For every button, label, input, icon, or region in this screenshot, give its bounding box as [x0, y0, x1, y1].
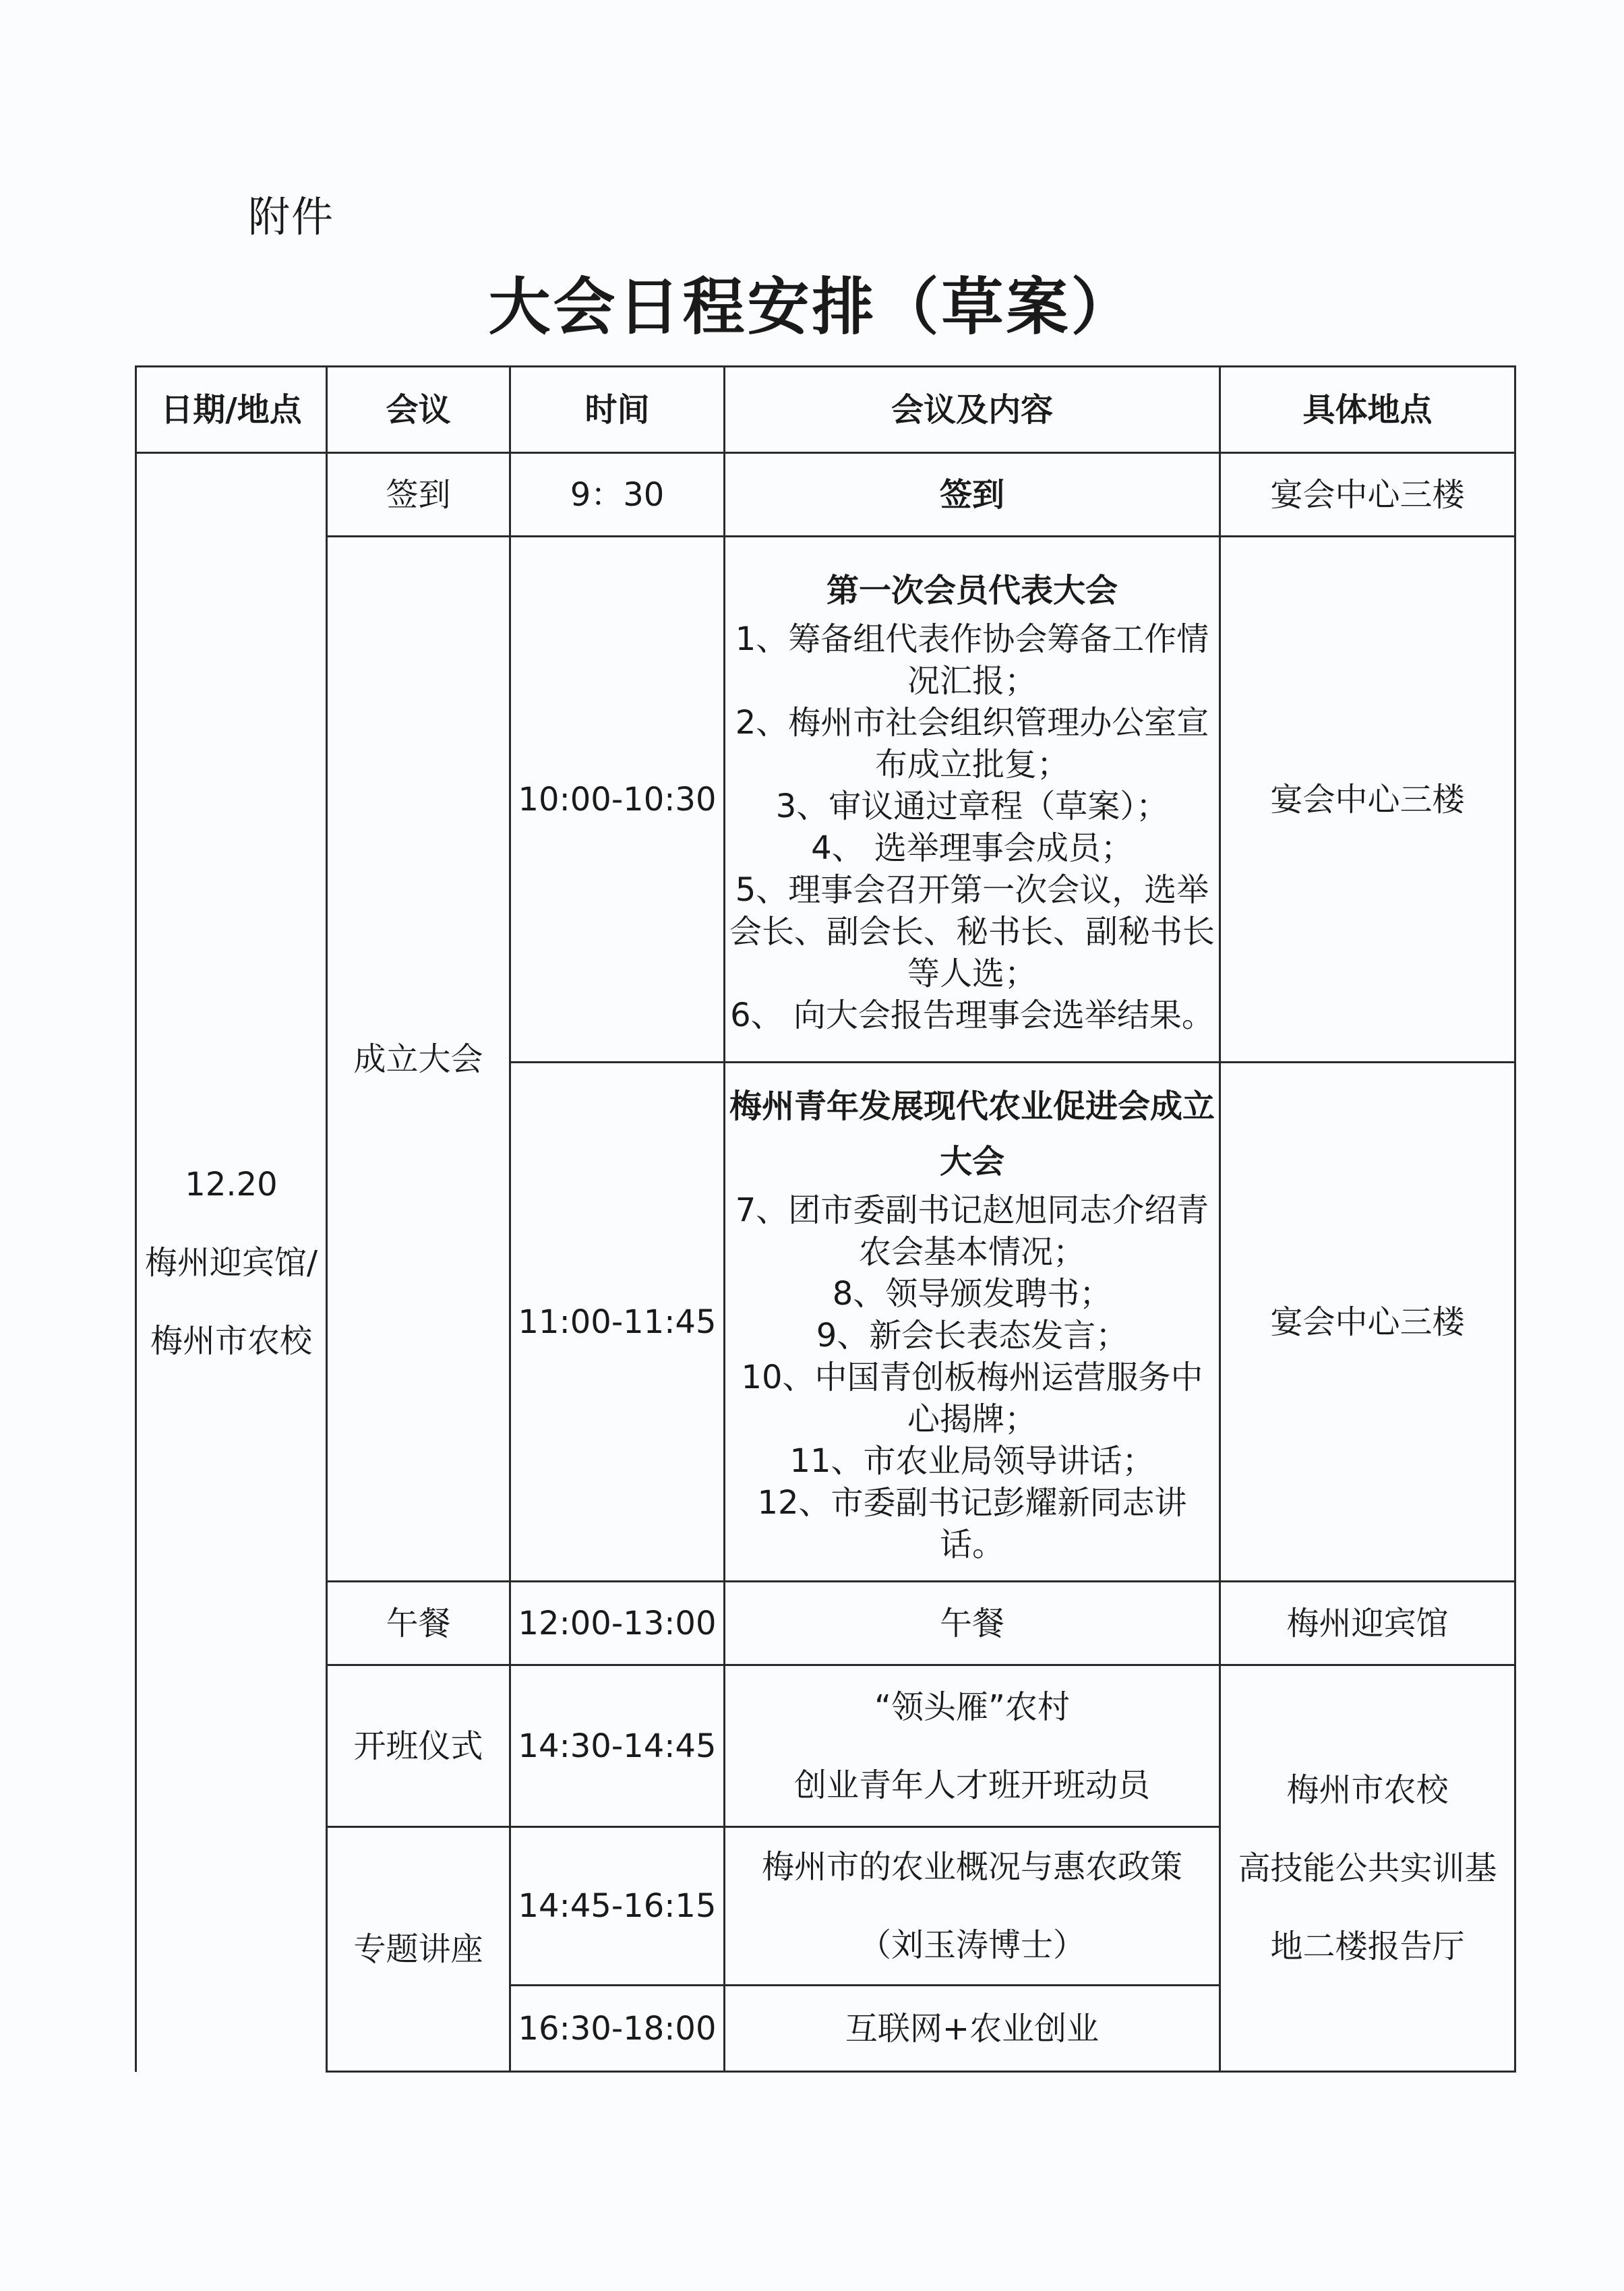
header-date-location: 日期/地点: [136, 367, 327, 453]
document-title: 大会日程安排（草案）: [488, 270, 1136, 343]
content-founding-1: [725, 537, 1220, 1063]
time-opening: 14:30-14:45: [510, 1665, 725, 1827]
header-content: 会议及内容: [725, 367, 1220, 453]
header-venue: 具体地点: [1220, 367, 1515, 453]
venue-signin: 宴会中心三楼: [1220, 453, 1515, 537]
table-row-opening: [136, 1665, 1515, 1827]
content-signin: 签到: [725, 453, 1220, 537]
venue-afternoon: [1220, 1665, 1515, 2072]
content-lunch: 午餐: [725, 1582, 1220, 1665]
header-time: 时间: [510, 367, 725, 453]
content-opening-line-2: 创业青年人才班开班动员: [793, 1766, 1150, 1804]
meeting-opening: 开班仪式: [327, 1665, 510, 1827]
content-opening-line-1: “领头雁”农村: [874, 1688, 1070, 1726]
agenda-item: 1、筹备组代表作协会筹备工作情况汇报；: [735, 620, 1209, 700]
content-lecture-2: 互联网+农业创业: [725, 1986, 1220, 2072]
content-title-1: 第一次会员代表大会: [826, 571, 1118, 609]
agenda-item: 6、 向大会报告理事会选举结果。: [730, 996, 1214, 1034]
meeting-lectures: 专题讲座: [327, 1827, 510, 2072]
agenda-item: 12、市委副书记彭耀新同志讲话。: [757, 1483, 1187, 1564]
agenda-item: 8、领导颁发聘书；: [832, 1274, 1112, 1313]
place-text-2: 梅州市农校: [150, 1321, 312, 1360]
place-text-1: 梅州迎宾馆/: [144, 1243, 318, 1282]
header-meeting: 会议: [327, 367, 510, 453]
table-header-row: [136, 367, 1515, 453]
schedule-table: [135, 365, 1516, 2073]
agenda-item: 4、 选举理事会成员；: [811, 829, 1133, 867]
venue-afternoon-line-2: 高技能公共实训基: [1238, 1849, 1497, 1887]
content-founding-2: [725, 1063, 1220, 1582]
content-lecture-1: [725, 1827, 1220, 1986]
time-lunch: 12:00-13:00: [510, 1582, 725, 1665]
agenda-item: 2、梅州市社会组织管理办公室宣布成立批复；: [735, 703, 1209, 783]
venue-lunch: 梅州迎宾馆: [1220, 1582, 1515, 1665]
agenda-item: 10、中国青创板梅州运营服务中心揭牌；: [741, 1358, 1203, 1438]
agenda-item: 5、理事会召开第一次会议，选举会长、副会长、秘书长、副秘书长等人选；: [729, 870, 1215, 992]
time-lecture-2: 16:30-18:00: [510, 1986, 725, 2072]
time-signin: 9：30: [510, 453, 725, 537]
venue-founding-1: 宴会中心三楼: [1220, 537, 1515, 1063]
table-row-founding-1: [136, 537, 1515, 1063]
content-lecture-1-line-1: 梅州市的农业概况与惠农政策: [761, 1848, 1182, 1886]
table-row-lunch: [136, 1582, 1515, 1665]
date-location-cell: [136, 453, 327, 2072]
agenda-item: 3、审议通过章程（草案）；: [775, 787, 1169, 825]
content-title-2: 梅州青年发展现代农业促进会成立大会: [729, 1087, 1215, 1181]
content-lecture-1-line-2: （刘玉涛博士）: [858, 1926, 1085, 1964]
meeting-founding: 成立大会: [327, 537, 510, 1582]
date-text: 12.20: [185, 1165, 278, 1203]
content-opening: [725, 1665, 1220, 1827]
meeting-lunch: 午餐: [327, 1582, 510, 1665]
time-lecture-1: 14:45-16:15: [510, 1827, 725, 1986]
venue-afternoon-line-3: 地二楼报告厅: [1270, 1928, 1465, 1965]
agenda-item: 9、新会长表态发言；: [816, 1316, 1129, 1355]
time-founding-1: 10:00-10:30: [510, 537, 725, 1063]
meeting-signin: 签到: [327, 453, 510, 537]
venue-founding-2: 宴会中心三楼: [1220, 1063, 1515, 1582]
agenda-item: 7、团市委副书记赵旭同志介绍青农会基本情况；: [735, 1191, 1209, 1271]
time-founding-2: 11:00-11:45: [510, 1063, 725, 1582]
attachment-label: 附件: [248, 192, 335, 241]
agenda-item: 11、市农业局领导讲话；: [789, 1441, 1155, 1480]
table-row-signin: [136, 453, 1515, 537]
venue-afternoon-line-1: 梅州市农校: [1286, 1771, 1449, 1809]
